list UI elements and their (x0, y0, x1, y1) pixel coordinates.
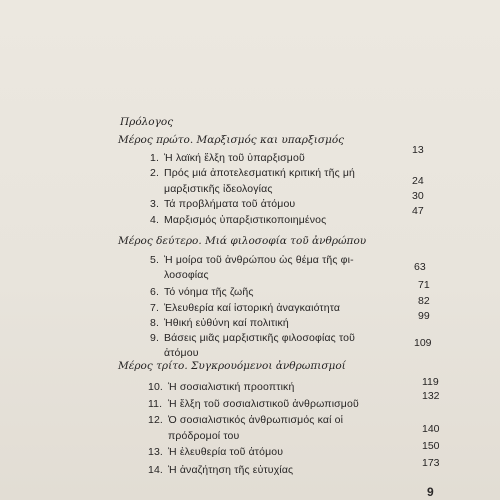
toc-entry-number: 14. (148, 464, 163, 476)
toc-entry-number: 12. (148, 414, 163, 426)
toc-entry-page: 24 (412, 175, 424, 187)
toc-entry-number: 3. (150, 198, 159, 210)
toc-entry-number: 1. (150, 152, 159, 164)
toc-entry-number: 7. (150, 302, 159, 314)
toc-entry-title: Ἡ μοίρα τοῦ ἀνθρώπου ὡς θέμα τῆς φι- (164, 254, 354, 266)
toc-entry-number: 13. (148, 446, 163, 458)
toc-entry-page: 13 (412, 144, 424, 156)
toc-entry-page: 30 (412, 190, 424, 202)
toc-entry-page: 173 (422, 457, 440, 469)
part1-heading: Μέρος πρώτο. Μαρξισμός και υπαρξισμός (118, 134, 345, 146)
toc-entry-number: 8. (150, 317, 159, 329)
toc-entry-number: 2. (150, 167, 159, 179)
toc-entry-page: 119 (422, 376, 439, 388)
toc-entry-title: Ἐλευθερία καί ἱστορική ἀναγκαιότητα (164, 302, 341, 314)
toc-entry-number: 9. (150, 332, 159, 344)
toc-entry-title: Ὁ σοσιαλιστικός ἀνθρωπισμός καί οἱ (168, 414, 344, 426)
toc-entry-number: 4. (150, 214, 159, 226)
toc-entry-title: Ἡ ἕλξη τοῦ σοσιαλιστικοῦ ἀνθρωπισμοῦ (168, 398, 359, 410)
toc-entry-title: Ἠθική εὐθύνη καί πολιτική (164, 317, 289, 329)
toc-entry-title: Μαρξισμός ὑπαρξιστικοποιημένος (164, 214, 327, 226)
toc-entry-page: 82 (418, 295, 430, 307)
toc-entry-page: 99 (418, 310, 430, 322)
prologue-heading: Πρόλογος (120, 116, 174, 128)
toc-entry-title: Ἡ ἐλευθερία τοῦ ἀτόμου (168, 446, 284, 458)
toc-entry-title-continued: λοσοφίας (164, 269, 209, 281)
toc-entry-page: 132 (422, 390, 440, 402)
toc-entry-title-continued: μαρξιστικῆς ἰδεολογίας (164, 183, 273, 195)
part3-heading: Μέρος τρίτο. Συγκρουόμενοι ἀνθρωπισμοί (118, 360, 346, 372)
toc-entry-title-continued: πρόδρομοί του (168, 430, 240, 442)
toc-entry-number: 6. (150, 286, 159, 298)
page-number: 9 (427, 485, 434, 499)
toc-entry-title: Ἡ ἀναζήτηση τῆς εὐτυχίας (168, 464, 294, 476)
toc-entry-title: Βάσεις μιᾶς μαρξιστικῆς φιλοσοφίας τοῦ (164, 332, 355, 344)
toc-entry-page: 109 (414, 337, 432, 349)
toc-entry-title: Πρός μιά ἀποτελεσματική κριτική τῆς μή (164, 167, 356, 179)
toc-entry-page: 150 (422, 440, 440, 452)
toc-entry-title-continued: ἀτόμου (164, 347, 199, 359)
toc-entry-title: Τά προβλήματα τοῦ ἀτόμου (164, 198, 296, 210)
part2-heading: Μέρος δεύτερο. Μιά φιλοσοφία τοῦ ἀνθρώπου (118, 235, 367, 247)
toc-entry-page: 47 (412, 205, 424, 217)
toc-entry-page: 71 (418, 279, 430, 291)
toc-entry-number: 5. (150, 254, 159, 266)
toc-entry-number: 11. (148, 398, 163, 410)
toc-entry-title: Τό νόημα τῆς ζωῆς (164, 286, 254, 298)
toc-entry-number: 10. (148, 381, 163, 393)
toc-entry-title: Ἡ λαϊκή ἕλξη τοῦ ὑπαρξισμοῦ (164, 152, 305, 164)
toc-entry-title: Ἡ σοσιαλιστική προοπτική (168, 381, 295, 393)
toc-entry-page: 63 (414, 261, 426, 273)
toc-entry-page: 140 (422, 423, 440, 435)
